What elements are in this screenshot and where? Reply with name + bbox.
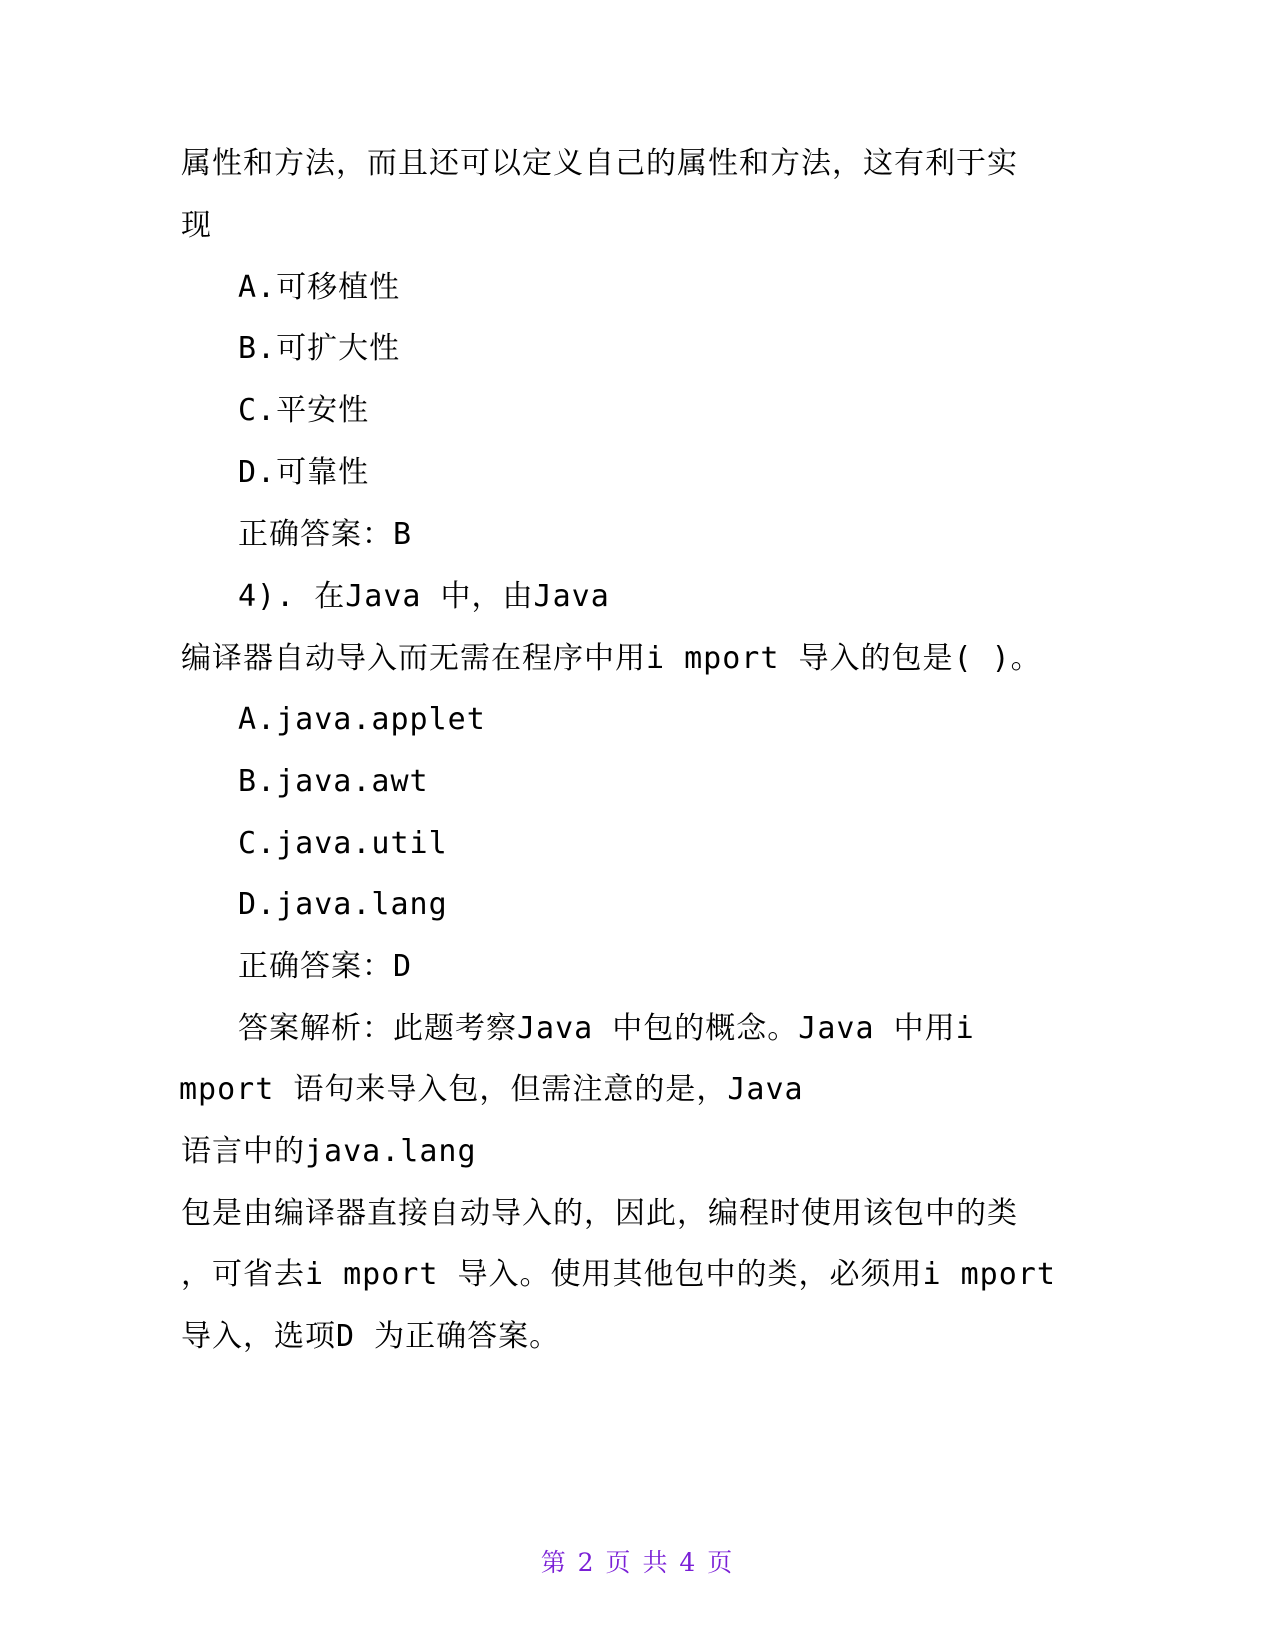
answer-explanation: 答案解析：此题考察Java 中包的概念。Java 中用i (238, 1011, 975, 1046)
option-c: C.平安性 (238, 393, 370, 428)
answer-explanation: 包是由编译器直接自动导入的，因此，编程时使用该包中的类 (181, 1196, 1018, 1231)
option-b: B.java.awt (238, 764, 429, 799)
option-d: D.java.lang (238, 887, 448, 922)
option-a: A.可移植性 (238, 270, 401, 305)
question-text: 编译器自动导入而无需在程序中用i mport 导入的包是( )。 (181, 641, 1042, 676)
option-c: C.java.util (238, 826, 448, 861)
paragraph-line: 现 (181, 208, 212, 243)
option-a: A.java.applet (238, 702, 486, 737)
paragraph-line: 属性和方法，而且还可以定义自己的属性和方法，这有利于实 (181, 146, 1018, 181)
answer-explanation: ，可省去i mport 导入。使用其他包中的类，必须用i mport (181, 1257, 1056, 1292)
option-b: B.可扩大性 (238, 331, 401, 366)
correct-answer: 正确答案：B (238, 517, 413, 552)
answer-explanation: mport 语句来导入包，但需注意的是，Java (179, 1072, 804, 1107)
correct-answer: 正确答案：D (238, 949, 413, 984)
question-number: 4). 在Java 中，由Java (238, 579, 610, 614)
answer-explanation: 语言中的java.lang (181, 1134, 477, 1169)
option-d: D.可靠性 (238, 455, 370, 490)
page-footer: 第 2 页 共 4 页 (540, 1548, 735, 1577)
answer-explanation: 导入，选项D 为正确答案。 (181, 1319, 561, 1354)
